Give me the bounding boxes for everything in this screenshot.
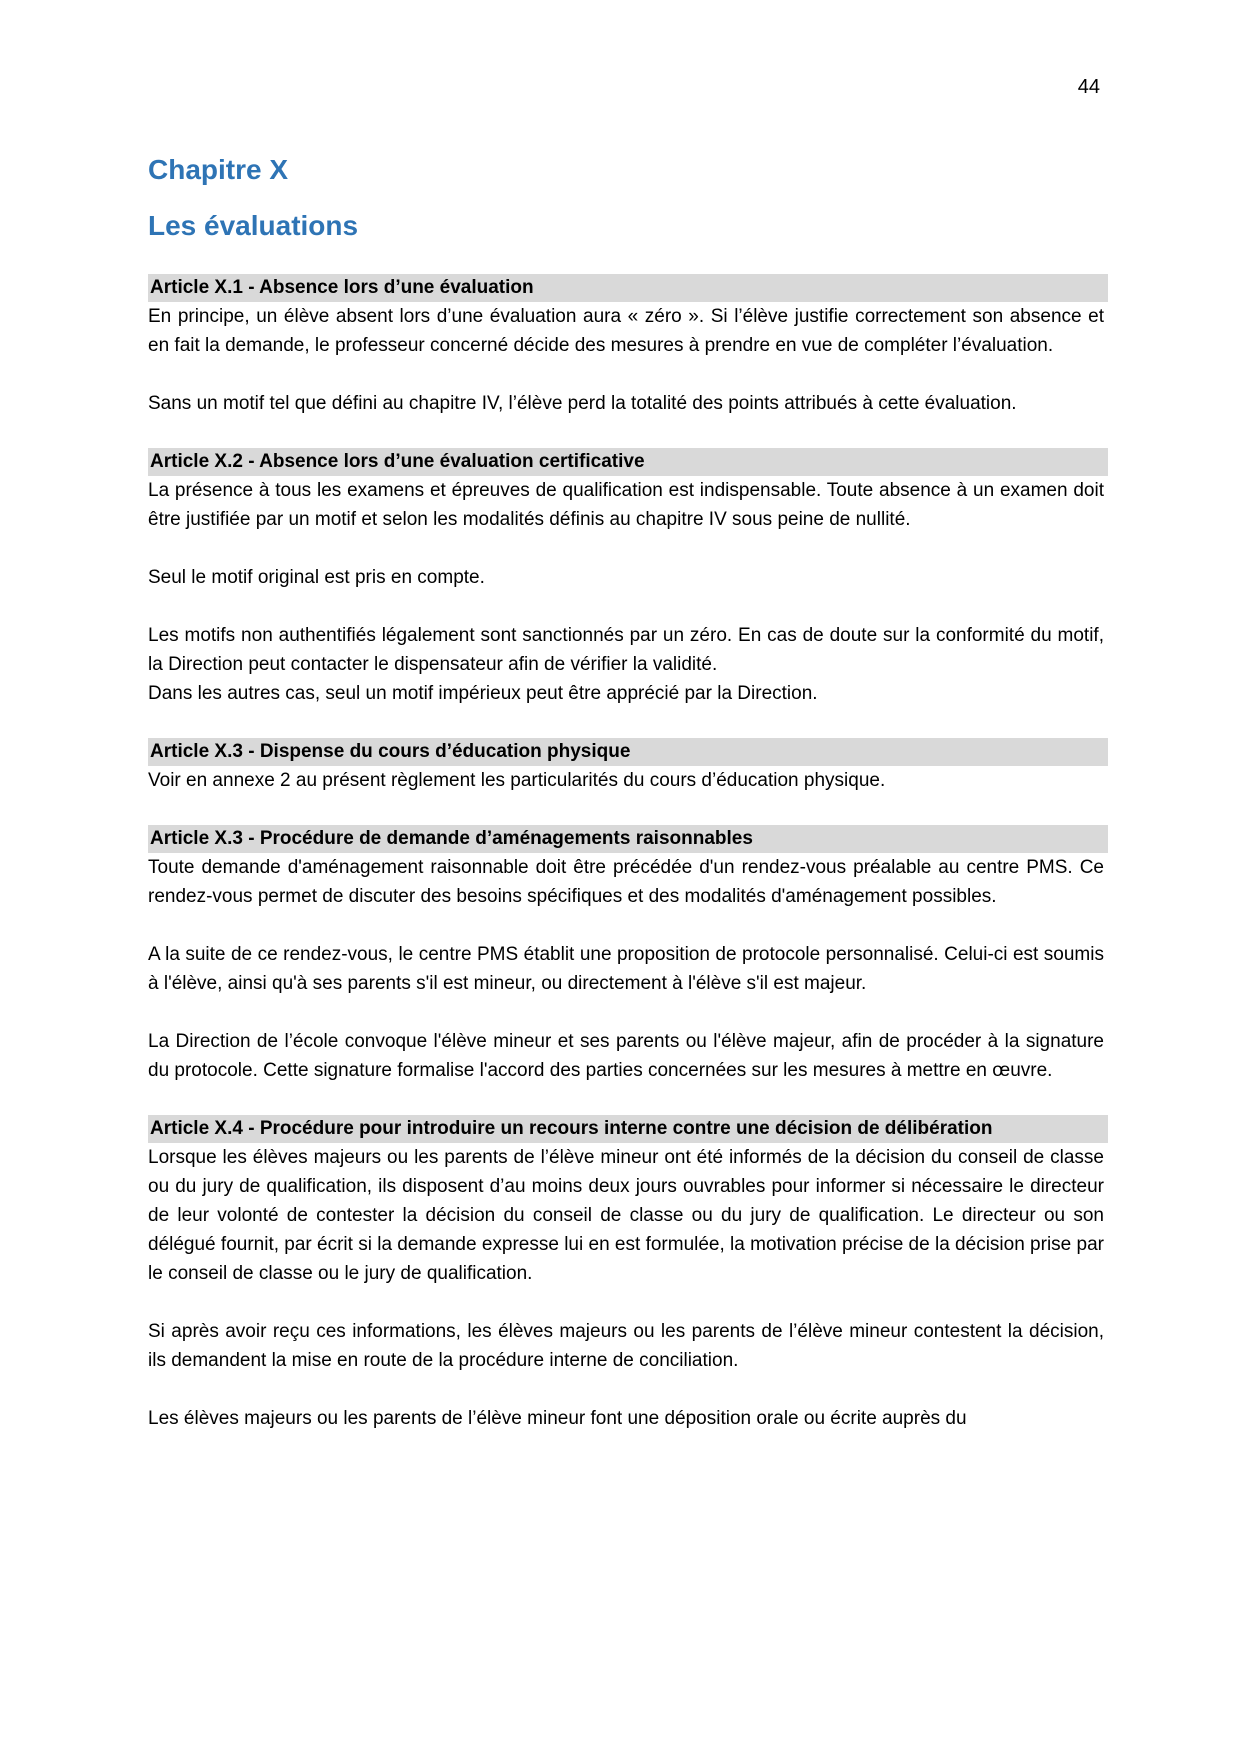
article-heading: Article X.1 - Absence lors d’une évaluation — [148, 274, 1108, 302]
paragraph: La présence à tous les examens et épreuves de qualification est indispensable. Toute absence à un examen doit être justifiée par un motif et selon les modalités définis au chapitre IV sous peine de nullité. — [148, 480, 1104, 530]
paragraph: Toute demande d'aménagement raisonnable doit être précédée d'un rendez-vous préalable au centre PMS. Ce rendez-vous permet de discuter des besoins spécifiques et des modalités d'aménagement possibles. — [148, 857, 1104, 907]
article-x3-reasonable-accommodations — [148, 825, 1104, 1085]
document-body — [148, 148, 1104, 1433]
article-x4 — [148, 1115, 1104, 1433]
paragraph: En principe, un élève absent lors d’une évaluation aura « zéro ». Si l’élève justifie correctement son absence et en fait la demande, le professeur concerné décide des mesures à prendre en vue de compléter l’évaluation. — [148, 306, 1104, 356]
paragraph: La Direction de l’école convoque l'élève mineur et ses parents ou l'élève majeur, afin de procéder à la signature du protocole. Cette signature formalise l'accord des parties concernées sur les mesures à mettre en œuvre. — [148, 1031, 1104, 1081]
page-number: 44 — [1077, 76, 1100, 98]
paragraph: Lorsque les élèves majeurs ou les parents de l’élève mineur ont été informés de la décision du conseil de classe ou du jury de qualification, ils disposent d’au moins deux jours ouvrables pour informer si nécessaire le directeur de leur volonté de contester la décision du conseil de classe ou du jury de qualification. Le directeur ou son délégué fournit, par écrit si la demande expresse lui en est formulée, la motivation précise de la décision prise par le conseil de classe ou le jury de qualification. — [148, 1147, 1104, 1284]
paragraph: Les élèves majeurs ou les parents de l’élève mineur font une déposition orale ou écrite auprès du — [148, 1408, 967, 1429]
article-x3-physical-education — [148, 738, 1104, 795]
paragraph: A la suite de ce rendez-vous, le centre PMS établit une proposition de protocole personnalisé. Celui-ci est soumis à l'élève, ainsi qu'à ses parents s'il est mineur, ou directement à l'élève s'il est majeur. — [148, 944, 1104, 994]
article-heading: Article X.2 - Absence lors d’une évaluation certificative — [148, 448, 1108, 476]
paragraph: Dans les autres cas, seul un motif impérieux peut être apprécié par la Direction. — [148, 683, 818, 704]
article-x2 — [148, 448, 1104, 708]
paragraph: Sans un motif tel que défini au chapitre IV, l’élève perd la totalité des points attribués à cette évaluation. — [148, 393, 1017, 414]
paragraph: Voir en annexe 2 au présent règlement les particularités du cours d’éducation physique. — [148, 770, 886, 791]
paragraph: Seul le motif original est pris en compte. — [148, 567, 485, 588]
article-x1 — [148, 274, 1104, 418]
article-heading: Article X.3 - Procédure de demande d’aménagements raisonnables — [148, 825, 1108, 853]
article-heading: Article X.3 - Dispense du cours d’éducation physique — [148, 738, 1108, 766]
paragraph: Les motifs non authentifiés légalement sont sanctionnés par un zéro. En cas de doute sur la conformité du motif, la Direction peut contacter le dispensateur afin de vérifier la validité. — [148, 625, 1104, 675]
paragraph: Si après avoir reçu ces informations, les élèves majeurs ou les parents de l’élève mineur contestent la décision, ils demandent la mise en route de la procédure interne de conciliation. — [148, 1321, 1104, 1371]
chapter-subtitle: Les évaluations — [148, 210, 359, 241]
article-heading: Article X.4 - Procédure pour introduire un recours interne contre une décision de délibération — [148, 1115, 1108, 1143]
chapter-title: Chapitre X — [148, 154, 289, 185]
